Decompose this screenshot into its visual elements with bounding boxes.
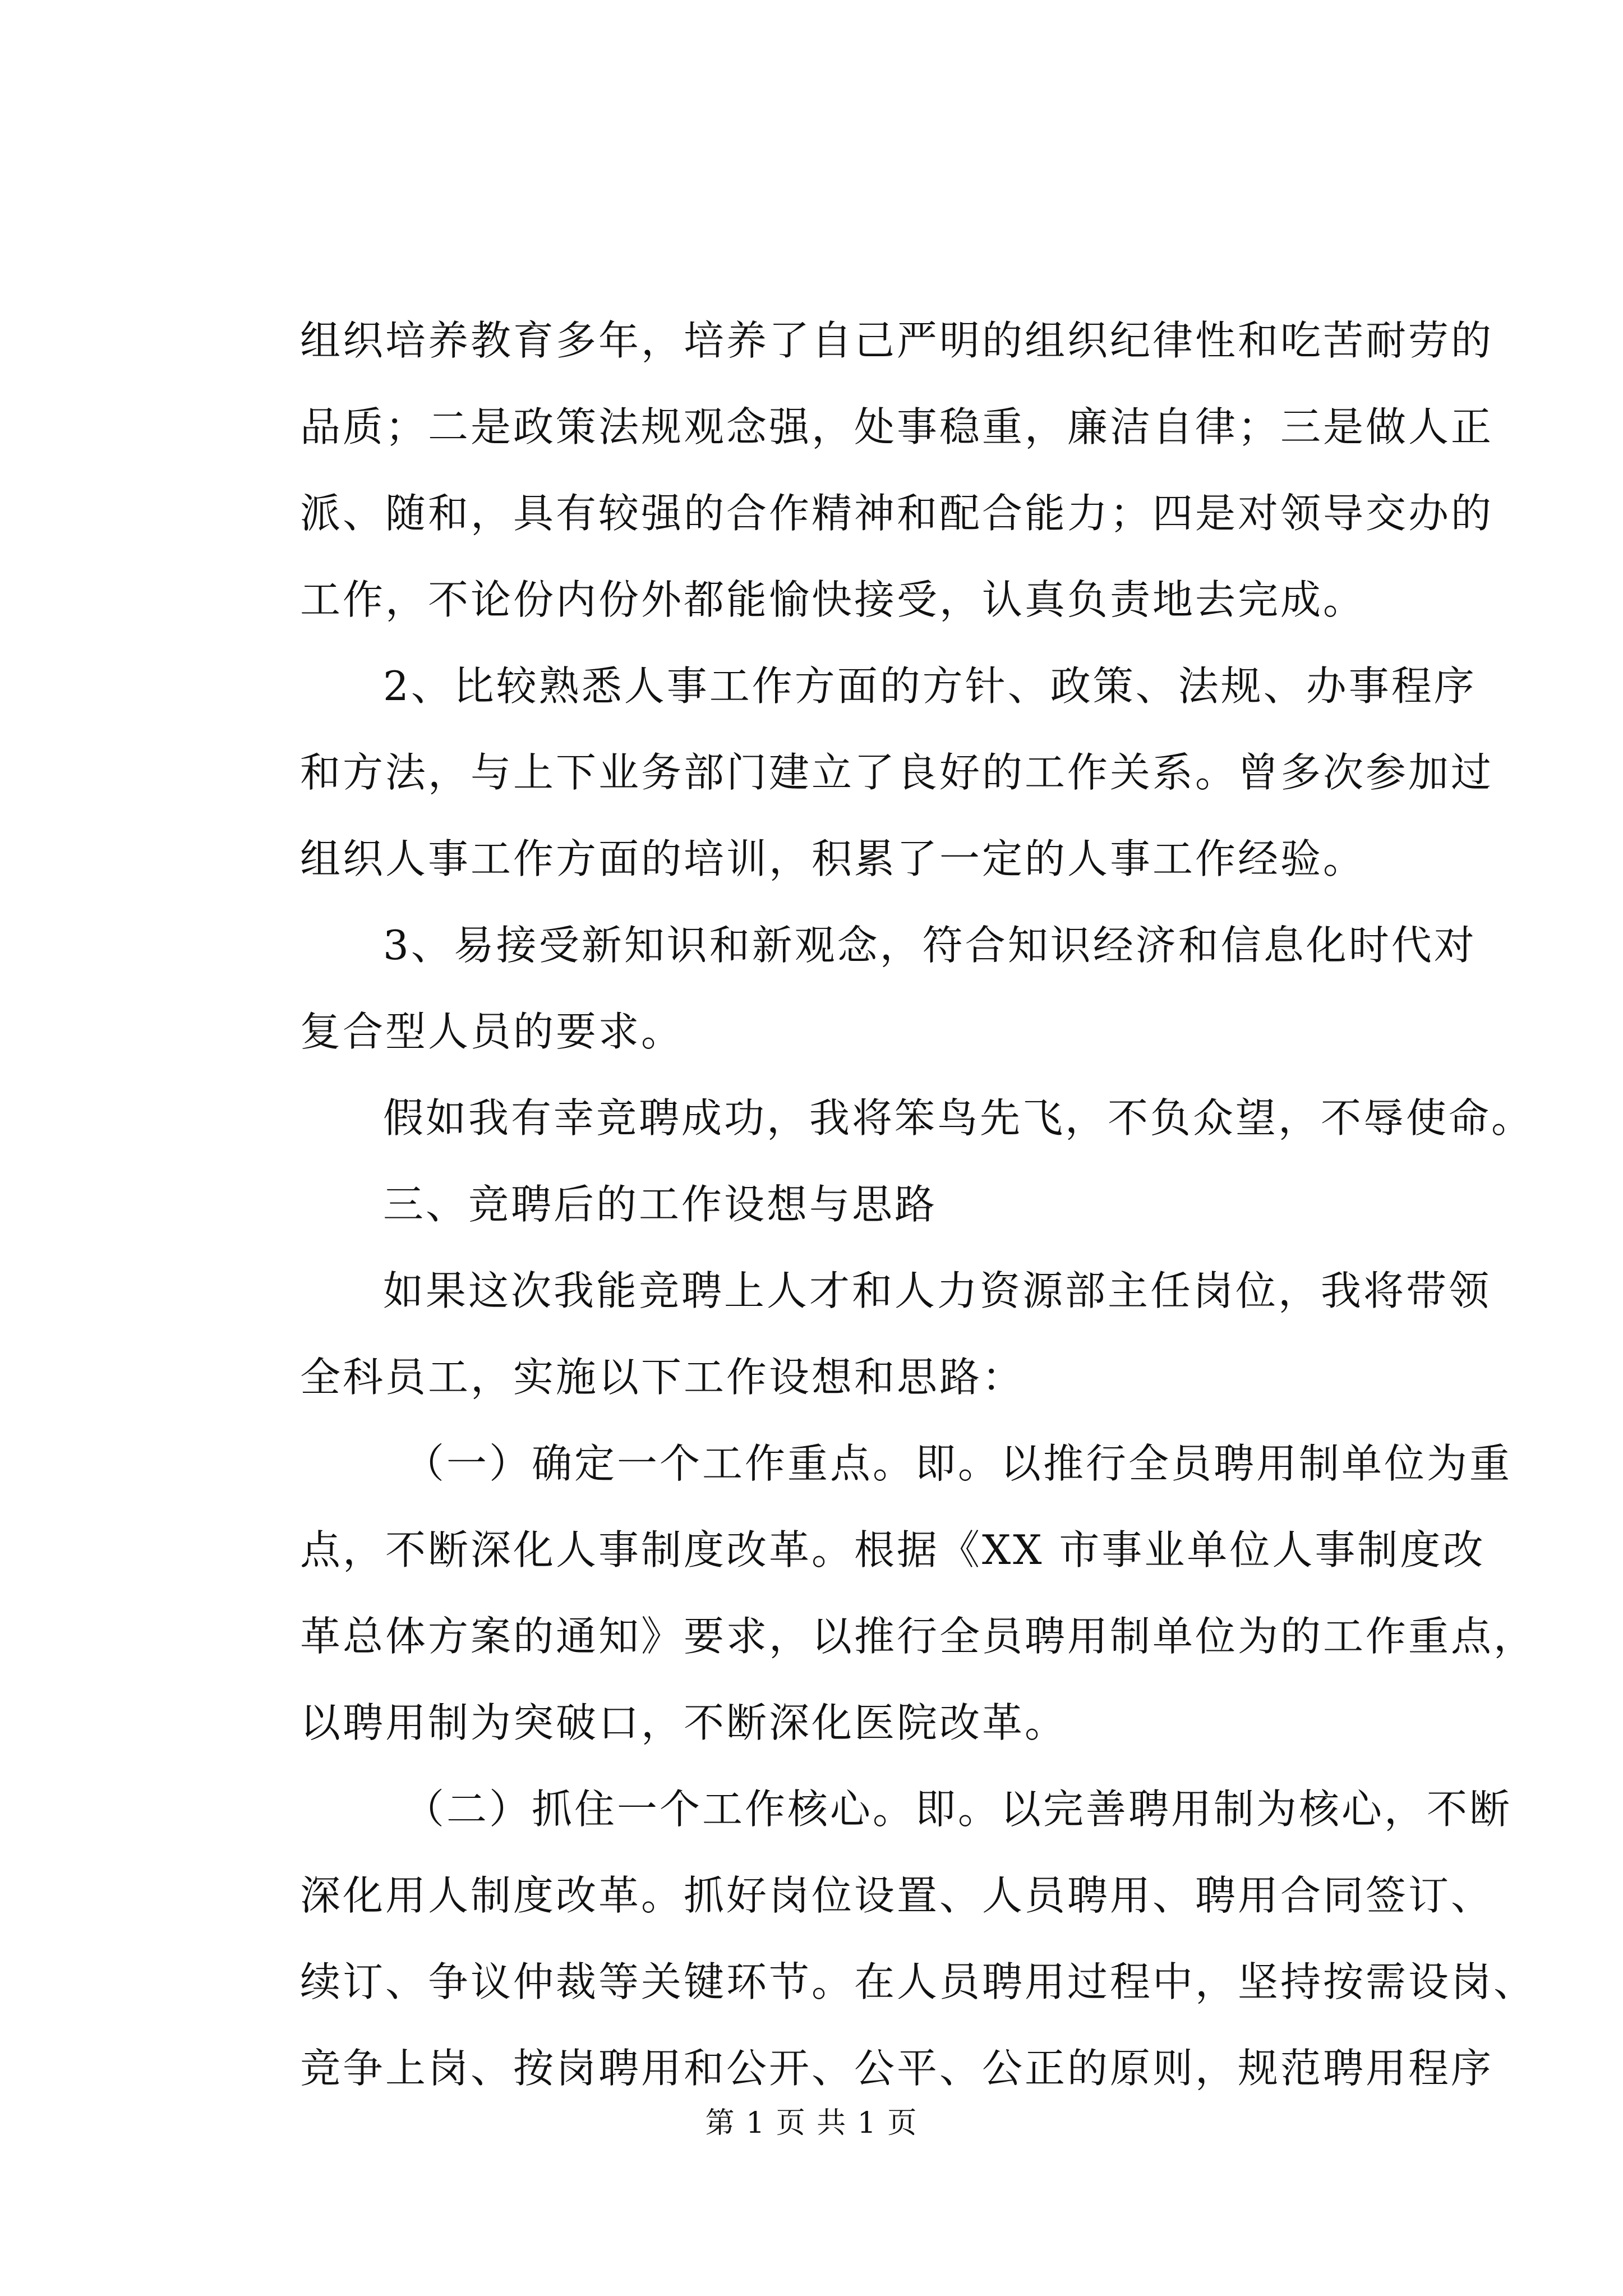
- text-line: 深化用人制度改革。抓好岗位设置、人员聘用、聘用合同签订、: [300, 1872, 1494, 1919]
- text-line: 组织人事工作方面的培训，积累了一定的人事工作经验。: [300, 835, 1366, 882]
- text-line: 假如我有幸竞聘成功，我将笨鸟先飞，不负众望，不辱使命。: [383, 1094, 1534, 1142]
- document-body: [300, 297, 1537, 2111]
- text-line: 竞争上岗、按岗聘用和公开、公平、公正的原则，规范聘用程序: [300, 2045, 1494, 2092]
- text-line: 品质；二是政策法规观念强，处事稳重，廉洁自律；三是做人正: [300, 403, 1494, 450]
- text-line: 组织培养教育多年，培养了自己严明的组织纪律性和吃苦耐劳的: [300, 317, 1494, 364]
- text-line: 点，不断深化人事制度改革。根据《XX 市事业单位人事制度改: [300, 1526, 1486, 1573]
- text-line: 3、易接受新知识和新观念，符合知识经济和信息化时代对: [383, 922, 1477, 969]
- text-line: 革总体方案的通知》要求，以推行全员聘用制单位为的工作重点，: [300, 1613, 1537, 1660]
- text-line: 以聘用制为突破口，不断深化医院改革。: [300, 1699, 1068, 1746]
- text-line: 如果这次我能竞聘上人才和人力资源部主任岗位，我将带领: [383, 1267, 1492, 1314]
- text-line: 工作，不论份内份外都能愉快接受，认真负责地去完成。: [300, 576, 1366, 623]
- text-line: 派、随和，具有较强的合作精神和配合能力；四是对领导交办的: [300, 490, 1494, 537]
- page-footer: [0, 2106, 1623, 2140]
- text-line: 复合型人员的要求。: [300, 1008, 684, 1055]
- text-line: 和方法，与上下业务部门建立了良好的工作关系。曾多次参加过: [300, 749, 1494, 796]
- text-line: （二）抓住一个工作核心。即。以完善聘用制为核心，不断: [404, 1786, 1513, 1833]
- text-line: 续订、争议仲裁等关键环节。在人员聘用过程中，坚持按需设岗、: [300, 1958, 1537, 2005]
- section-heading: 三、竞聘后的工作设想与思路: [383, 1181, 938, 1228]
- page-number-label: 第 1 页 共 1 页: [705, 2106, 918, 2140]
- text-line: 全科员工，实施以下工作设想和思路：: [300, 1354, 1025, 1401]
- text-line: （一）确定一个工作重点。即。以推行全员聘用制单位为重: [404, 1440, 1513, 1487]
- text-line: 2、比较熟悉人事工作方面的方针、政策、法规、办事程序: [383, 662, 1477, 710]
